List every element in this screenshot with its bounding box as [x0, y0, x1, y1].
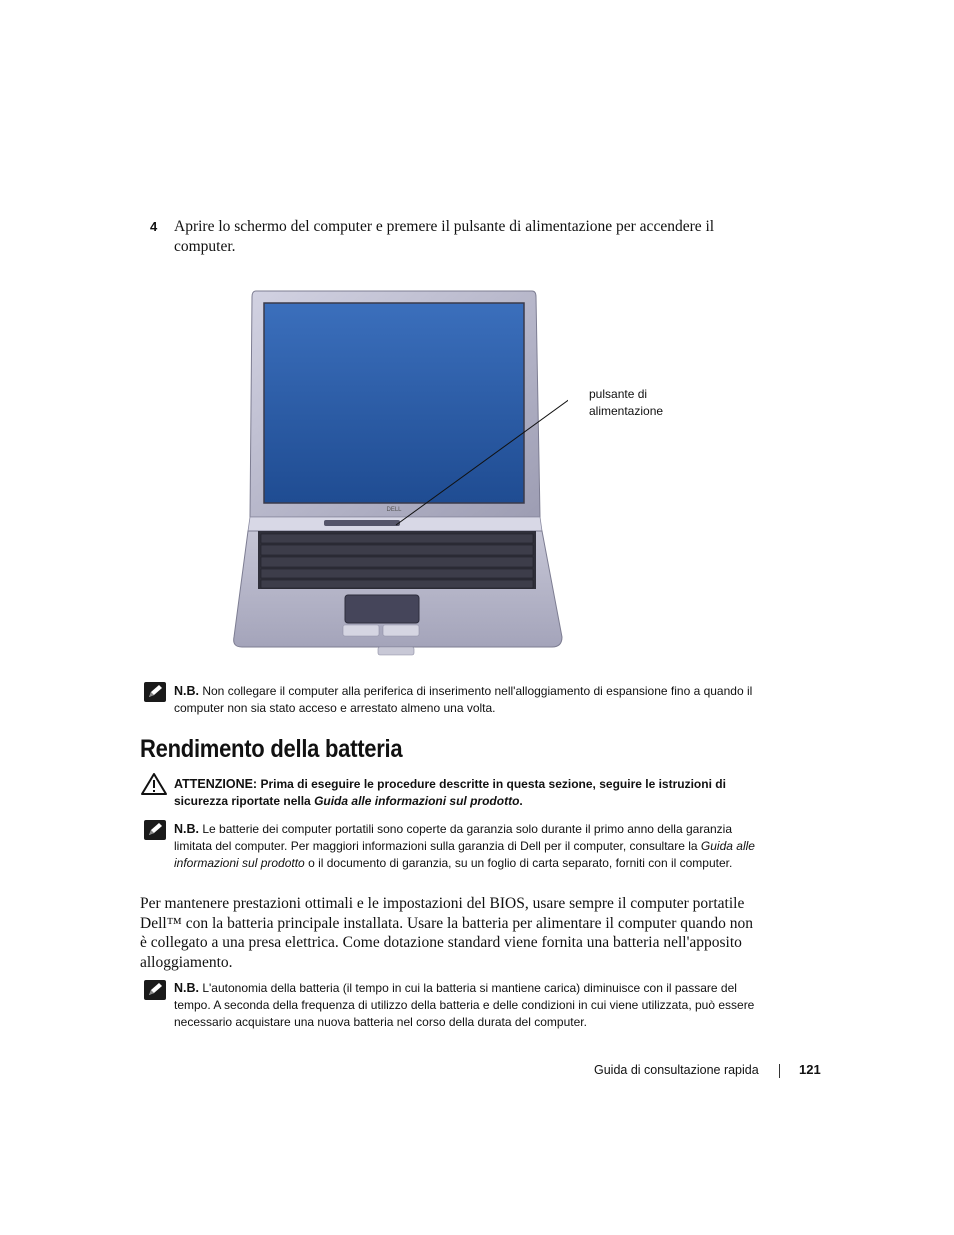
- note-label: N.B.: [174, 822, 199, 836]
- warning-text: Prima di eseguire le procedure descritte in questa sezione, seguire le istruzioni di sicurezza riportate nella: [174, 777, 726, 809]
- warning-triangle-icon: [140, 772, 168, 796]
- footer-title: Guida di consultazione rapida: [594, 1063, 759, 1077]
- note-pencil-icon: [144, 820, 166, 840]
- note-text-end: o il documento di garanzia, su un foglio di carta separato, forniti con il computer.: [308, 856, 733, 871]
- note-label: N.B.: [174, 981, 199, 995]
- warning-label: ATTENZIONE:: [174, 777, 258, 791]
- callout-line-2: alimentazione: [589, 404, 664, 418]
- body-paragraph: Per mantenere prestazioni ottimali e le impostazioni del BIOS, usare sempre il computer portatile Dell™ con la batteria principale installata. Usare la batteria per alimentare il computer quando non è collegato a una presa elettrica. Come dotazione standard viene fornita una batteria nell'apposito alloggiamento.: [140, 895, 753, 971]
- note-3: [174, 980, 764, 1032]
- footer-separator: [779, 1064, 780, 1078]
- note-pencil-icon: [144, 980, 166, 1000]
- note-1: [174, 683, 764, 717]
- note-text: L'autonomia della batteria (il tempo in cui la batteria si mantiene carica) diminuisce con il passare del tempo. A seconda della frequenza di utilizzo della batteria e delle condizioni in cui viene utilizzata, può essere necessario acquistare una nuova batteria nel corso della durata del computer.: [174, 981, 755, 1030]
- laptop-illustration: [228, 285, 568, 665]
- warning-italic-reference: Guida alle informazioni sul prodotto: [314, 794, 520, 809]
- step-number: 4: [150, 219, 158, 234]
- section-title: Rendimento della batteria: [140, 735, 403, 763]
- warning-text-end: .: [519, 794, 523, 809]
- note-italic-reference: Guida alle informazioni sul prodotto: [174, 839, 755, 871]
- page-number: 121: [799, 1062, 821, 1077]
- note-2: [174, 821, 764, 873]
- dell-logo: DELL: [386, 507, 402, 513]
- step-text: Aprire lo schermo del computer e premere il pulsante di alimentazione per accendere il computer.: [174, 218, 715, 255]
- note-pencil-icon: [144, 682, 166, 702]
- callout-line-1: pulsante di: [589, 387, 648, 401]
- callout-power-button: [589, 386, 709, 420]
- note-text: Le batterie dei computer portatili sono coperte da garanzia solo durante il primo anno della garanzia limitata del computer. Per maggiori informazioni sulla garanzia di Dell per il computer, consultare la: [174, 822, 733, 854]
- note-label: N.B.: [174, 684, 199, 698]
- note-text: Non collegare il computer alla periferica di inserimento nell'alloggiamento di espansione fino a quando il computer non sia stato acceso e arrestato almeno una volta.: [174, 684, 753, 716]
- warning: [174, 776, 764, 810]
